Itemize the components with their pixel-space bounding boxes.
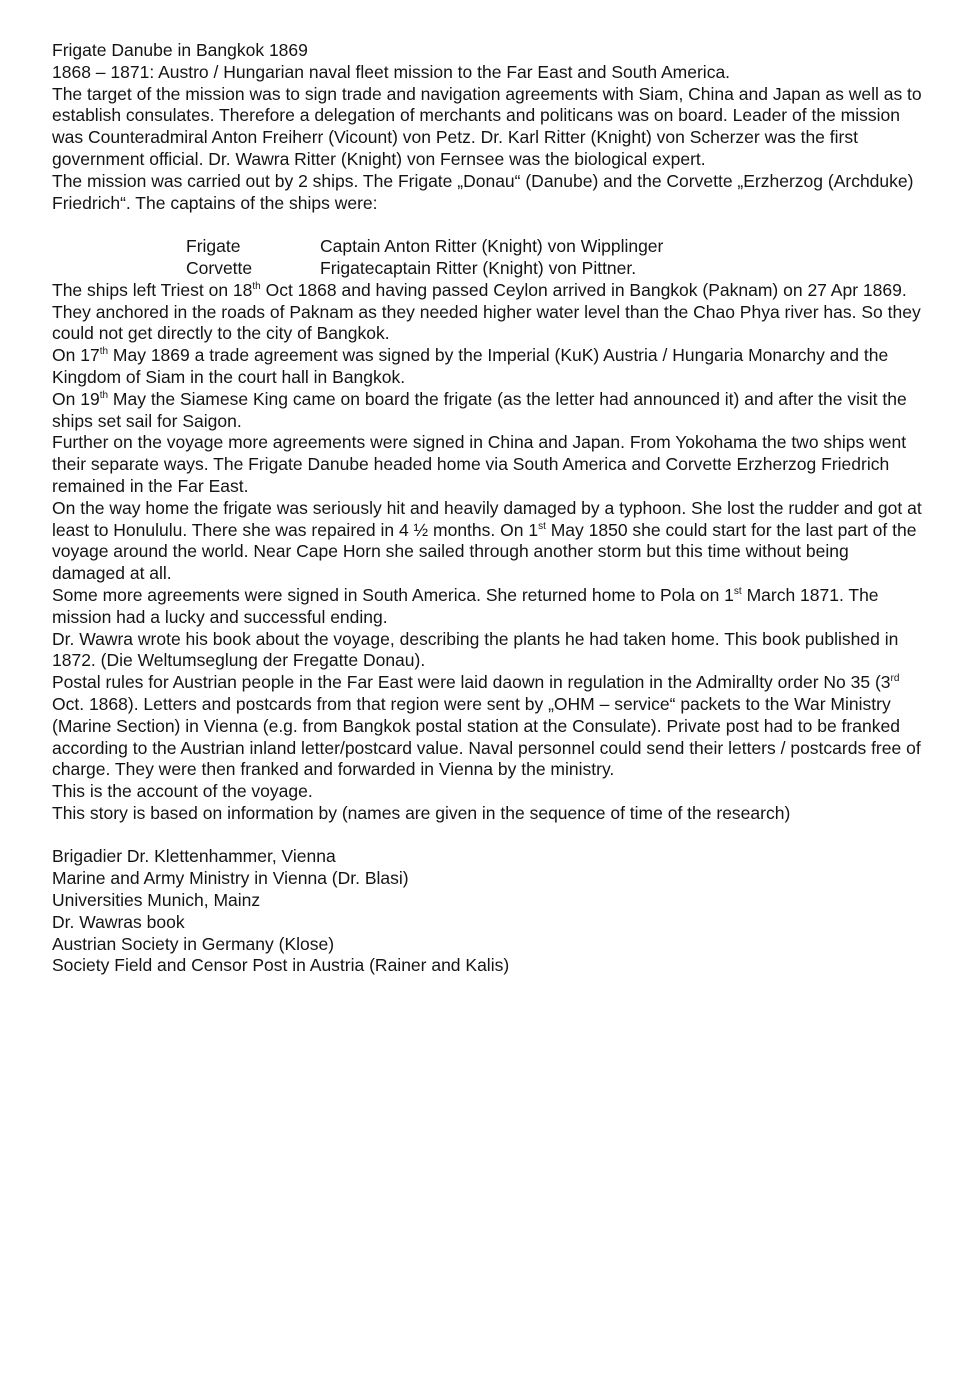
paragraph-return — [52, 585, 922, 629]
ordinal-suffix: rd — [890, 673, 900, 685]
paragraph-king-visit — [52, 389, 922, 433]
paragraph-target: The target of the mission was to sign trade and navigation agreements with Siam, China and Japan as well as to establish consulates. Therefore a delegation of merchants and politicans was on board. Leader of the mission was Counteradmiral Anton Freiherr (Vicount) von Petz. Dr. Karl Ritter (Knight) von Scherzer was the first government official. Dr. Wawra Ritter (Knight) von Fernsee was the biological expert. — [52, 83, 922, 169]
source-item: Austrian Society in Germany (Klose) — [52, 933, 335, 954]
ship-captain: Captain Anton Ritter (Knight) von Wipplinger — [320, 236, 664, 257]
text-run: On 19 — [52, 388, 100, 409]
sources-list — [52, 846, 922, 977]
ordinal-suffix: th — [99, 389, 109, 401]
text-run: May 1850 she could start for the last part of the voyage around the world. Near Cape Horn she sailed through another storm but this time without being damaged at all. — [52, 519, 917, 584]
ship-captain: Frigatecaptain Ritter (Knight) von Pittner. — [320, 257, 637, 278]
paragraph-typhoon — [52, 498, 922, 585]
ships-table — [186, 236, 922, 280]
text-run: On 17 — [52, 345, 100, 366]
text-run: Some more agreements were signed in South America. She returned home to Pola on 1 — [52, 584, 734, 605]
mission-line: 1868 – 1871: Austro / Hungarian naval fleet mission to the Far East and South America. — [52, 61, 731, 82]
text-run: The ships left Triest on 18 — [52, 279, 253, 300]
document-page — [52, 40, 922, 977]
ordinal-suffix: th — [99, 346, 109, 358]
paragraph-departure — [52, 280, 922, 345]
paragraph-further-voyage: Further on the voyage more agreements were signed in China and Japan. From Yokohama the two ships went their separate ways. The Frigate Danube headed home via South America and Corvette Erzherzog Friedrich remained in the Far East. — [52, 432, 907, 496]
source-item: Dr. Wawras book — [52, 911, 185, 932]
ordinal-suffix: th — [252, 280, 261, 292]
text-run: May 1869 a trade agreement was signed by the Imperial (KuK) Austria / Hungaria Monarchy and the Kingdom of Siam in the court hall in Bangkok. — [52, 345, 889, 387]
text-run: May the Siamese King came on board the frigate (as the letter had announced it) and after the visit the ships set sail for Saigon. — [52, 388, 907, 431]
document-title: Frigate Danube in Bangkok 1869 — [52, 40, 308, 60]
paragraph-book: Dr. Wawra wrote his book about the voyage, describing the plants he had taken home. This book published in 1872. (Die Weltumseglung der Fregatte Donau). — [52, 628, 899, 671]
ship-row-frigate — [186, 236, 922, 258]
text-run: On the way home the frigate was seriously hit and heavily damaged by a typhoon. She lost the rudder and got at least to Honululu. There she was repaired in 4 ½ months. On 1 — [52, 497, 922, 540]
ship-type: Corvette — [186, 257, 253, 278]
source-item: Society Field and Censor Post in Austria (Rainer and Kalis) — [52, 955, 510, 976]
source-item: Brigadier Dr. Klettenhammer, Vienna — [52, 846, 336, 867]
ordinal-suffix: st — [538, 520, 546, 532]
paragraph-postal-rules — [52, 672, 922, 781]
ship-type: Frigate — [186, 236, 241, 257]
text-run: March 1871. The mission had a lucky and successful ending. — [52, 584, 879, 627]
ship-row-corvette — [186, 258, 922, 280]
source-item: Universities Munich, Mainz — [52, 890, 261, 911]
text-run: Oct. 1868). Letters and postcards from that region were sent by „OHM – service“ packets to the War Ministry (Marine Section) in Vienna (e.g. from Bangkok postal station at the Consulate). Private post had to be franked according to the Austrian inland letter/postcard value. Naval personnel could send their letters / postcards free of charge. They were then franked and forwarded in Vienna by the ministry. — [52, 693, 921, 780]
source-item: Marine and Army Ministry in Vienna (Dr. Blasi) — [52, 868, 409, 889]
paragraph-ships: The mission was carried out by 2 ships. The Frigate „Donau“ (Danube) and the Corvette „Erzherzog (Archduke) Friedrich“. The captains of the ships were: — [52, 170, 914, 213]
text-run: Postal rules for Austrian people in the Far East were laid daown in regulation in the Admirallty order No 35 (3 — [52, 672, 891, 693]
text-run: Oct 1868 and having passed Ceylon arrived in Bangkok (Paknam) on 27 Apr 1869. They anchored in the roads of Paknam as they needed higher water level than the Chao Phya river has. So they could not get directly to the city of Bangkok. — [52, 279, 921, 344]
paragraph-trade-agreement — [52, 345, 922, 389]
paragraph-account: This is the account of the voyage. — [52, 781, 313, 802]
ordinal-suffix: st — [733, 585, 742, 597]
paragraph-story: This story is based on information by (names are given in the sequence of time of the research) — [52, 802, 791, 823]
